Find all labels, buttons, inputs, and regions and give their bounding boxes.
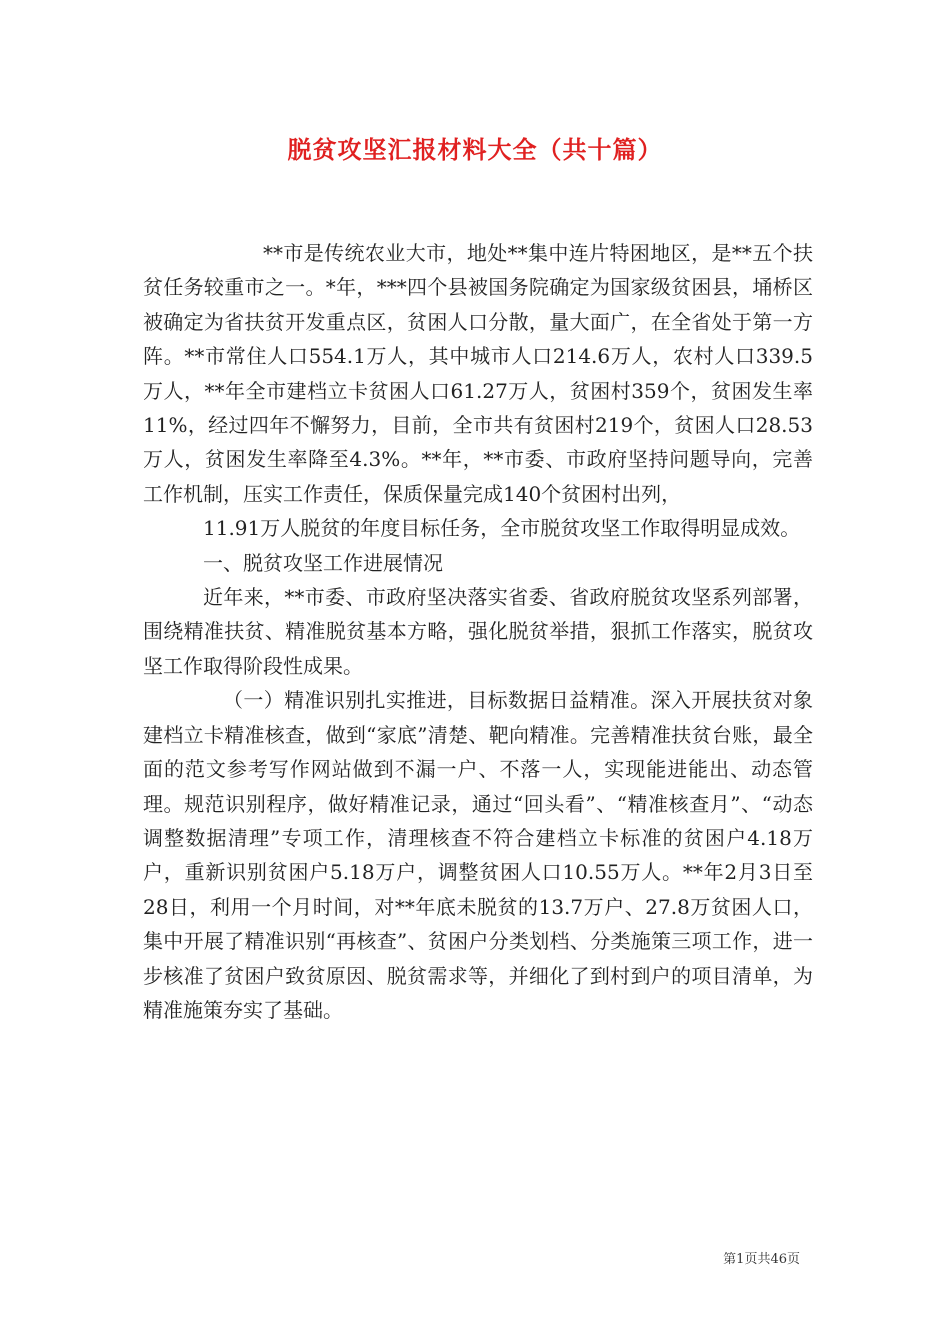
paragraph-intro: **市是传统农业大市，地处**集中连片特困地区，是**五个扶贫任务较重市之一。*年，***四个县被国务院确定为国家级贫困县，埇桥区被确定为省扶贫开发重点区，贫困人口分散，量大面广，在全省处于第一方阵。**市常住人口554.1万人，其中城市人口214.6万人，农村人口339.5万人，**年全市建档立卡贫困人口61.27万人，贫困村359个，贫困发生率11%，经过四年不懈努力，目前，全市共有贫困村219个，贫困人口28.53万人，贫困发生率降至4.3%。**年，**市委、市政府坚持问题导向，完善工作机制，压实工作责任，保质保量完成140个贫困村出列， — [143, 241, 813, 506]
section-heading: 一、脱贫攻坚工作进展情况 — [203, 550, 443, 575]
paragraph-subsection-1: （一）精准识别扎实推进，目标数据日益精准。深入开展扶贫对象建档立卡精准核查，做到“家底”清楚、靶向精准。完善精准扶贫台账，最全面的范文参考写作网站做到不漏一户、不落一人，实现能进能出、动态管理。规范识别程序，做好精准记录，通过“回头看”、“精准核查月”、“动态调整数据清理”专项工作，清理核查不符合建档立卡标准的贫困户4.18万户，重新识别贫困户5.18万户，调整贫困人口10.55万人。**年2月3日至28日，利用一个月时间，对**年底未脱贫的13.7万户、27.8万贫困人口，集中开展了精准识别“再核查”、贫困户分类划档、分类施策三项工作，进一步核准了贫困户致贫原因、脱贫需求等，并细化了到村到户的项目清单，为精准施策夯实了基础。 — [143, 688, 813, 1022]
paragraph-continuation: 11.91万人脱贫的年度目标任务，全市脱贫攻坚工作取得明显成效。 — [203, 516, 801, 541]
document-body — [143, 236, 813, 1027]
document-title: 脱贫攻坚汇报材料大全（共十篇） — [287, 135, 663, 164]
page-number-footer: 第1页共46页 — [723, 1252, 800, 1267]
paragraph-overview: 近年来，**市委、市政府坚决落实省委、省政府脱贫攻坚系列部署，围绕精准扶贫、精准脱贫基本方略，强化脱贫举措，狠抓工作落实，脱贫攻坚工作取得阶段性成果。 — [143, 585, 813, 678]
